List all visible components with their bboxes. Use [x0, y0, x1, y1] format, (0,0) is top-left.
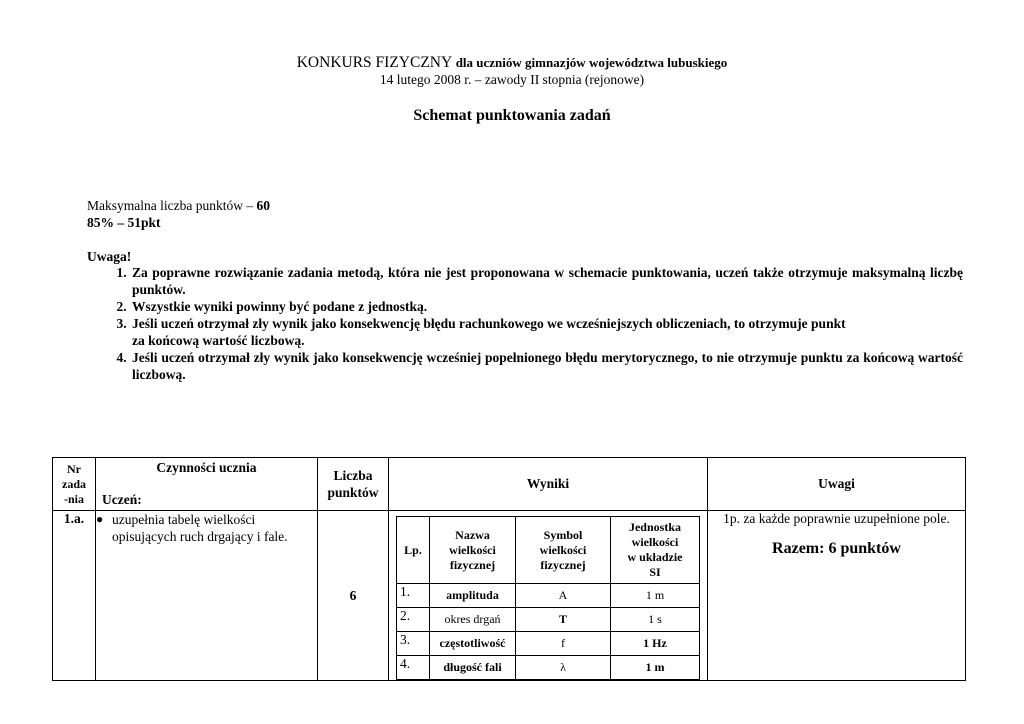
activity-text: uzupełnia tabelę wielkości opisujących ruch drgający i fale. — [112, 512, 288, 544]
inner-header-name — [430, 517, 516, 584]
header-points-line: Liczba — [333, 468, 373, 483]
quantity-unit: 1 m — [611, 584, 700, 608]
remarks-cell — [708, 511, 966, 681]
results-cell — [389, 511, 708, 681]
quantity-unit: 1 s — [611, 608, 700, 632]
inner-header-line: w układzie — [627, 550, 683, 564]
quantity-symbol: f — [516, 632, 611, 656]
header-task-number — [53, 458, 96, 511]
task-number: 1.a. — [53, 511, 96, 681]
note-item: 4. Jeśli uczeń otrzymał zły wynik jako konsekwencję wcześniej popełnionego błędu merytorycznego, to nie otrzymuje punktu za końcową wartość liczbową. — [130, 349, 963, 383]
header-nr-line: -nia — [63, 491, 84, 506]
quantity-symbol: A — [516, 584, 611, 608]
activity-item — [96, 511, 317, 545]
header-student-activities — [96, 458, 318, 511]
quantity-lp: 1. — [397, 584, 430, 608]
contest-subtitle: dla uczniów gimnazjów województwa lubuskiego — [455, 55, 728, 70]
inner-header-lp: Lp. — [397, 517, 430, 584]
inner-header-line: fizycznej — [449, 557, 496, 572]
notes-heading: Uwaga! — [87, 249, 132, 264]
inner-header-unit — [611, 517, 700, 584]
quantity-row — [397, 656, 700, 680]
table-row — [53, 511, 966, 681]
inner-header-line: Jednostka — [628, 520, 681, 534]
note-item — [130, 315, 963, 349]
header-remarks: Uwagi — [708, 458, 966, 511]
quantity-name: okres drgań — [430, 608, 516, 632]
inner-header-line: wielkości — [631, 535, 679, 549]
threshold-line: 85% – 51pkt — [87, 215, 161, 230]
quantity-name: częstotliwość — [430, 632, 516, 656]
quantity-lp: 2. — [397, 608, 430, 632]
note-item: 1. Za poprawne rozwiązanie zadania metodą, która nie jest proponowana w schemacie punktowania, uczeń także otrzymuje maksymalną liczbę punktów. — [130, 264, 963, 298]
header-results: Wyniki — [389, 458, 708, 511]
quantity-name: długość fali — [430, 656, 516, 680]
inner-header-line: Symbol — [543, 527, 583, 542]
inner-header-symbol — [516, 517, 611, 584]
quantities-table — [396, 516, 700, 680]
header-student-label: Uczeń: — [102, 492, 142, 507]
contest-title-line — [0, 54, 1024, 72]
points-value: 6 — [318, 511, 389, 681]
quantity-lp: 4. — [397, 656, 430, 680]
remark-text: 1p. za każde poprawnie uzupełnione pole. — [723, 511, 950, 526]
quantity-symbol: T — [516, 608, 611, 632]
inner-header-line: SI — [649, 565, 661, 579]
note-item: 2. Wszystkie wyniki powinny być podane z jednostką. — [130, 298, 963, 315]
quantity-row — [397, 608, 700, 632]
header-points — [318, 458, 389, 511]
quantity-name: amplituda — [430, 584, 516, 608]
note-item-line: Jeśli uczeń otrzymał zły wynik jako konsekwencję błędu rachunkowego we wcześniejszych obliczeniach, to otrzymuje punkt — [132, 316, 846, 331]
quantity-symbol: λ — [516, 656, 611, 680]
activity-cell — [96, 511, 318, 681]
quantity-row — [397, 584, 700, 608]
inner-header-line: wielkości — [539, 542, 587, 557]
header-points-line: punktów — [327, 485, 379, 500]
note-item-line: za końcową wartość liczbową. — [132, 333, 305, 348]
max-points-line — [87, 197, 270, 214]
inner-header-line: fizycznej — [540, 557, 586, 572]
contest-title: KONKURS FIZYCZNY — [296, 54, 453, 71]
header-activities-label: Czynności ucznia — [156, 460, 257, 475]
document-header — [0, 54, 1024, 87]
header-nr-line: Nr — [67, 461, 81, 476]
header-nr-line: zada — [62, 476, 86, 491]
quantity-unit: 1 m — [611, 656, 700, 680]
document-title: Schemat punktowania zadań — [413, 107, 611, 124]
quantity-row — [397, 632, 700, 656]
bullet-icon: ● — [96, 512, 104, 526]
max-points-value: 60 — [256, 198, 270, 213]
notes-list — [104, 264, 963, 383]
scoring-table — [52, 457, 966, 681]
contest-date: 14 lutego 2008 r. – zawody II stopnia (rejonowe) — [379, 72, 645, 87]
inner-header-line: Nazwa — [455, 527, 490, 542]
quantity-unit: 1 Hz — [611, 632, 700, 656]
max-points-label: Maksymalna liczba punktów – — [87, 198, 257, 213]
inner-header-line: wielkości — [449, 542, 496, 557]
quantity-lp: 3. — [397, 632, 430, 656]
total-points: Razem: 6 punktów — [772, 540, 901, 557]
